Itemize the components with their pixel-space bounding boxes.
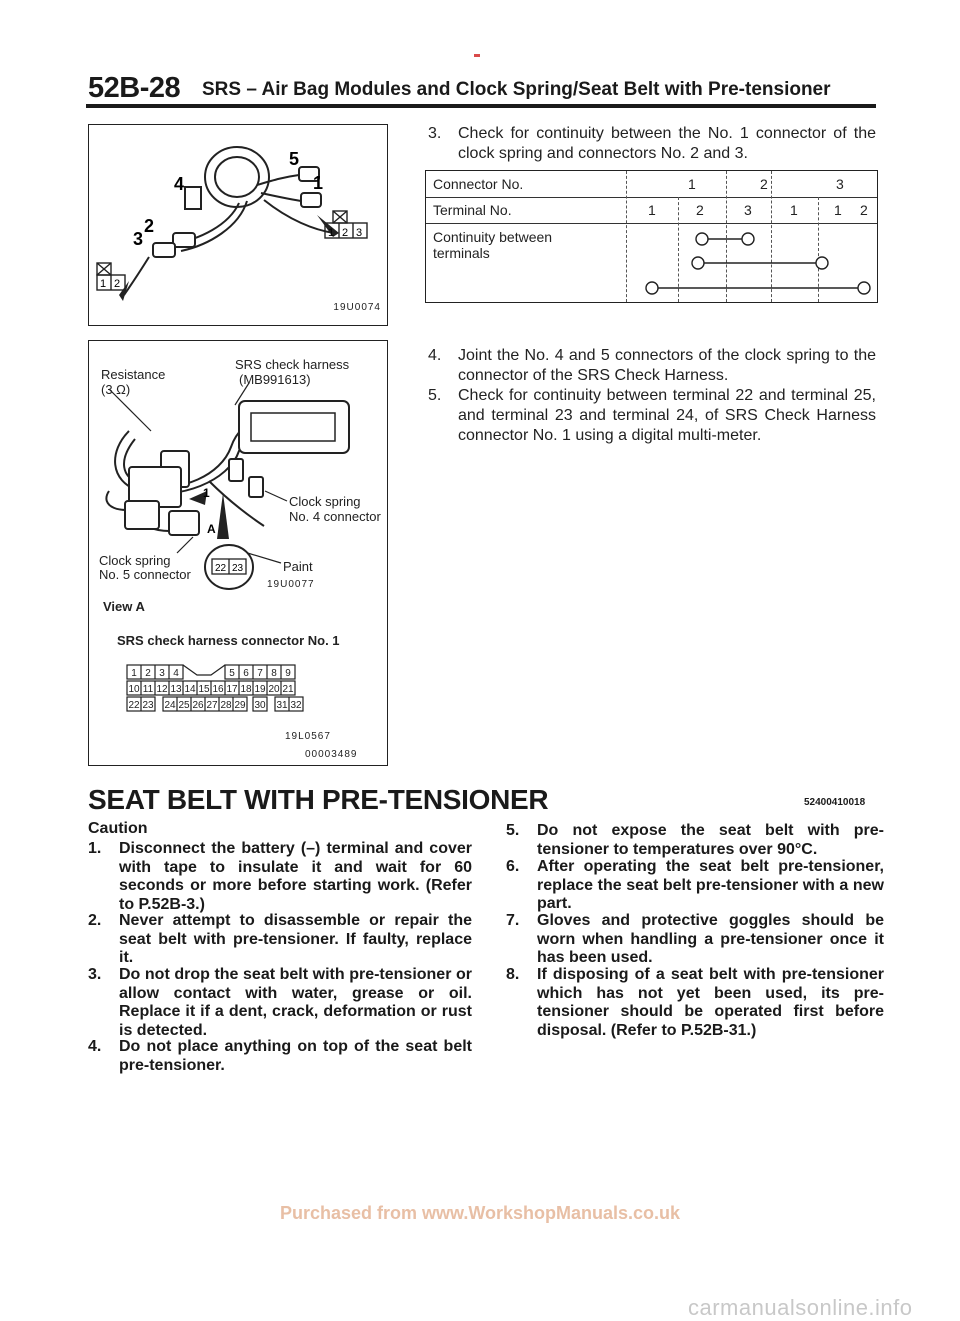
connector-3: 3 <box>836 176 844 192</box>
pin-label: 18 <box>240 684 252 695</box>
connector-2: 2 <box>760 176 768 192</box>
caution-number: 4. <box>88 1038 102 1055</box>
paint-pin: 22 <box>215 563 227 574</box>
caution-number: 1. <box>88 840 102 857</box>
pin-label: 27 <box>206 700 218 711</box>
pin-label: 29 <box>234 700 246 711</box>
figure-code: 19L0567 <box>285 731 331 742</box>
label-paint: Paint <box>283 559 313 574</box>
label-clock-spring-5: Clock spring <box>99 553 171 568</box>
page-number: 52B-28 <box>88 72 181 104</box>
section-code: 52400410018 <box>804 797 866 808</box>
callout-3: 3 <box>133 229 144 249</box>
row-label-continuity-2: terminals <box>433 245 490 261</box>
caution-number: 3. <box>88 966 102 983</box>
pin-label: 11 <box>142 684 154 695</box>
pin-label: 13 <box>170 684 182 695</box>
clock-spring-illustration <box>89 125 387 325</box>
label-resistance: Resistance <box>101 367 166 382</box>
callout-1: 1 <box>313 173 324 193</box>
pin-label: 12 <box>156 684 168 695</box>
pin-label: 21 <box>282 684 294 695</box>
caution-item <box>88 1038 472 1076</box>
pin-label: 10 <box>128 684 140 695</box>
caution-text: Never attempt to disassemble or repair the seat belt with pre-tensioner. If faulty, replace it. <box>119 912 472 966</box>
pin-label: 32 <box>290 700 302 711</box>
pin-label: 8 <box>271 668 277 679</box>
continuity-diagram <box>426 171 877 302</box>
connector-b-pin: 2 <box>114 278 121 290</box>
connector-a-pin: 1 <box>328 227 335 239</box>
caution-number: 5. <box>506 822 520 839</box>
callout-2: 2 <box>144 216 155 236</box>
label-clock-spring-5-connector: No. 5 connector <box>99 567 191 582</box>
pin-label: 9 <box>285 668 291 679</box>
row-label-terminal: Terminal No. <box>433 202 512 218</box>
step-4 <box>428 346 876 388</box>
caution-text: Disconnect the battery (–) terminal and cover with tape to insulate it and wait for 60 seconds or more before starting work. (Refer to P.52B-3.) <box>119 840 472 913</box>
callout-1: 1 <box>203 486 210 500</box>
pin-label: 31 <box>276 700 288 711</box>
step-number: 4. <box>428 347 442 364</box>
caution-item <box>88 912 472 968</box>
caution-number: 6. <box>506 858 520 875</box>
pin-label: 6 <box>243 668 249 679</box>
continuity-table <box>425 170 878 303</box>
label-clock-spring-4-connector: No. 4 connector <box>289 509 381 524</box>
label-harness: SRS check harness <box>235 357 350 372</box>
check-harness-figure <box>88 340 388 766</box>
paint-pin: 23 <box>232 563 244 574</box>
step-number: 3. <box>428 125 442 142</box>
callout-4: 4 <box>174 174 185 194</box>
pin-label: 7 <box>257 668 263 679</box>
step-text: Joint the No. 4 and 5 connectors of the clock spring to the connector of the SRS Check Harness. <box>458 347 876 384</box>
caution-item <box>506 822 884 860</box>
label-harness-part: (MB991613) <box>239 372 311 387</box>
pin-label: 28 <box>220 700 232 711</box>
pin-label: 5 <box>229 668 235 679</box>
pin-label: 20 <box>268 684 280 695</box>
clock-spring-figure <box>88 124 388 326</box>
label-clock-spring-4: Clock spring <box>289 494 361 509</box>
pin-label: 19 <box>254 684 266 695</box>
caution-number: 2. <box>88 912 102 929</box>
row-label-continuity: Continuity between <box>433 229 553 245</box>
pin-label: 3 <box>159 668 165 679</box>
pin-label: 26 <box>192 700 204 711</box>
caution-number: 7. <box>506 912 520 929</box>
figure-code: 00003489 <box>305 749 358 760</box>
pin-label: 14 <box>184 684 196 695</box>
caution-text: After operating the seat belt pre-tensioner, replace the seat belt pre-tensioner with a new part. <box>537 858 884 912</box>
pin-label: 23 <box>142 700 154 711</box>
connector-b-pin: 1 <box>100 278 107 290</box>
view-label: View A <box>103 599 145 614</box>
step-text: Check for continuity between terminal 22 and terminal 25, and terminal 23 and terminal 24, of SRS Check Harness connector No. 1 using a digital multi-meter. <box>458 387 876 444</box>
terminal-cell: 1 <box>834 202 842 218</box>
page-title: SRS – Air Bag Modules and Clock Spring/Seat Belt with Pre-tensioner <box>202 79 831 100</box>
pin-label: 2 <box>145 668 151 679</box>
terminal-cell: 3 <box>744 202 752 218</box>
figure-code: 19U0074 <box>333 302 381 313</box>
caution-text: Do not place anything on top of the seat belt pre-tensioner. <box>119 1038 472 1074</box>
purchase-link[interactable]: Purchased from www.WorkshopManuals.co.uk <box>279 1203 681 1223</box>
terminal-cell: 1 <box>648 202 656 218</box>
top-mark <box>474 54 480 57</box>
terminal-cell: 2 <box>860 202 868 218</box>
caution-item <box>88 966 472 1040</box>
callout-a: A <box>207 522 216 536</box>
pin-label: 1 <box>131 668 137 679</box>
step-3 <box>428 124 876 166</box>
caution-number: 8. <box>506 966 520 983</box>
connector-title: SRS check harness connector No. 1 <box>117 633 340 648</box>
pin-label: 4 <box>173 668 179 679</box>
pin-label: 15 <box>198 684 210 695</box>
watermark: carmanualsonline.info <box>688 1295 913 1320</box>
callout-5: 5 <box>289 149 300 169</box>
pin-label: 16 <box>212 684 224 695</box>
caution-title: Caution <box>88 820 148 837</box>
row-label-connector: Connector No. <box>433 176 524 192</box>
step-text: Check for continuity between the No. 1 connector of the clock spring and connectors No. 2 and 3. <box>458 125 876 162</box>
harness-connector-diagram <box>89 659 387 739</box>
figure-code: 19U0077 <box>267 579 315 590</box>
caution-text: Gloves and protective goggles should be worn when handling a pre-tensioner once it has been used. <box>537 912 884 966</box>
pin-label: 22 <box>128 700 140 711</box>
connector-a-pin: 2 <box>342 227 349 239</box>
label-resistance-value: (3 Ω) <box>101 382 131 397</box>
terminal-cell: 2 <box>696 202 704 218</box>
header-rule <box>86 104 876 108</box>
caution-item <box>506 912 884 968</box>
pin-label: 24 <box>164 700 176 711</box>
pin-label: 17 <box>226 684 238 695</box>
caution-text: Do not expose the seat belt with pre-tensioner to temperatures over 90°C. <box>537 822 884 858</box>
caution-text: If disposing of a seat belt with pre-tensioner which has not yet been used, its pre-tensioner should be operated first before disposal. (Refer to P.52B-31.) <box>537 966 884 1039</box>
pin-label: 25 <box>178 700 190 711</box>
caution-item <box>506 858 884 914</box>
step-5 <box>428 386 876 448</box>
caution-item <box>506 966 884 1040</box>
step-number: 5. <box>428 387 442 404</box>
pin-label: 30 <box>254 700 266 711</box>
section-title: SEAT BELT WITH PRE-TENSIONER <box>88 784 549 815</box>
terminal-cell: 1 <box>790 202 798 218</box>
caution-text: Do not drop the seat belt with pre-tensioner or allow contact with water, grease or oil. Replace it if a dent, crack, deformation or rust is detected. <box>119 966 472 1039</box>
connector-a-pin: 3 <box>356 227 363 239</box>
connector-1: 1 <box>688 176 696 192</box>
